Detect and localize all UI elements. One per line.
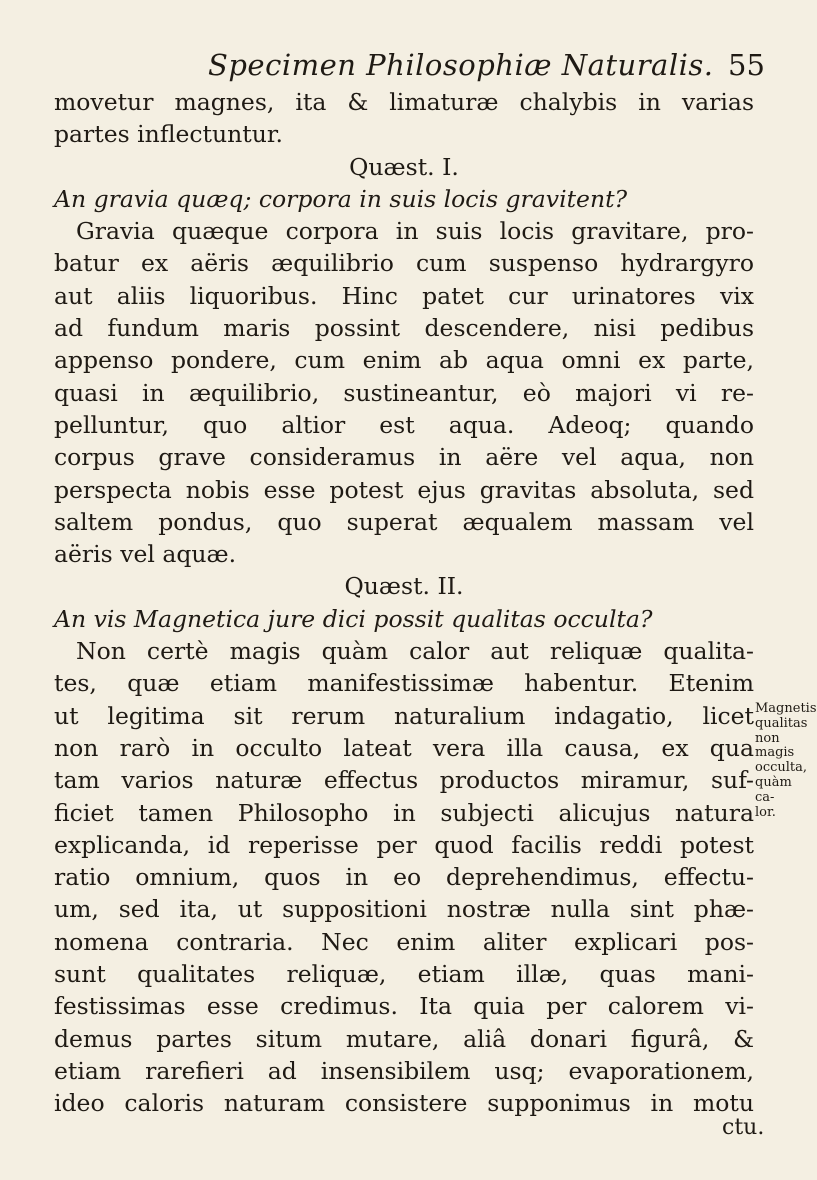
text-line: movetur magnes, ita & limaturæ chalybis in varias <box>54 88 754 116</box>
text-line: saltem pondus, quo superat æqualem massam vel <box>54 507 754 536</box>
text-line: partes inflectuntur. <box>54 120 283 149</box>
text-line: sunt qualitates reliquæ, etiam illæ, quas mani- <box>54 960 754 989</box>
text-line: corpus grave consideramus in aëre vel aqua, non <box>54 443 754 472</box>
text-line: aëris vel aquæ. <box>54 540 237 569</box>
text-line: tam varios naturæ effectus productos miramur, suf- <box>54 766 754 795</box>
margin-note-line: qualitas <box>755 715 808 731</box>
text-line: festissimas esse credimus. Ita quia per calorem vi- <box>54 992 754 1021</box>
text-line: batur ex aëris æquilibrio cum suspenso hydrargyro <box>54 249 754 278</box>
text-line: explicanda, id reperisse per quod facilis reddi potest <box>54 830 754 859</box>
running-title: Specimen Philosophiæ Naturalis. <box>208 48 714 82</box>
text-line: um, sed ita, ut suppositioni nostræ nulla sint phæ- <box>54 895 754 924</box>
margin-note-line: Magnetis <box>755 701 817 716</box>
text-line: ad fundum maris possint descendere, nisi pedibus <box>54 314 754 343</box>
question-title: An gravia quæq; corpora in suis locis gravitent? <box>54 184 628 213</box>
text-line: ut legitima sit rerum naturalium indagatio, licet <box>54 701 754 730</box>
text-line: perspecta nobis esse potest ejus gravitas absoluta, sed <box>54 475 754 504</box>
text-line: etiam rarefieri ad insensibilem usq; evaporationem, <box>54 1056 754 1085</box>
margin-note-line: lor. <box>755 804 776 820</box>
page-number: 55 <box>728 48 765 82</box>
text-line: Gravia quæque corpora in suis locis gravitare, pro- <box>76 217 754 246</box>
question-title: An vis Magnetica jure dici possit qualitas occulta? <box>54 604 653 633</box>
running-header <box>0 44 800 90</box>
text-line: tes, quæ etiam manifestissimæ habentur. Etenim <box>54 669 754 698</box>
margin-note-line: occulta, <box>755 760 808 776</box>
text-line: non rarò in occulto lateat vera illa causa, ex qua <box>54 733 754 762</box>
text-line: appenso pondere, cum enim ab aqua omni ex parte, <box>54 346 754 375</box>
text-line: pelluntur, quo altior est aqua. Adeoq; quando <box>54 410 754 439</box>
margin-note-line: non magis <box>755 730 795 761</box>
text-line: ratio omnium, quos in eo deprehendimus, effectu- <box>54 863 754 892</box>
text-line: demus partes situm mutare, aliâ donari figurâ, & <box>54 1024 754 1053</box>
catchword: ctu. <box>722 1115 765 1140</box>
text-line: nomena contraria. Nec enim aliter explicari pos- <box>54 927 754 956</box>
text-line: Non certè magis quàm calor aut reliquæ qualita- <box>76 637 754 666</box>
margin-note <box>755 701 817 820</box>
question-heading: Quæst. I. <box>349 152 459 181</box>
text-line: quasi in æquilibrio, sustineantur, eò majori vi re- <box>54 378 754 407</box>
text-line: ideo caloris naturam consistere supponimus in motu <box>54 1089 754 1118</box>
text-line: ficiet tamen Philosopho in subjecti alicujus natura <box>54 798 754 827</box>
body-text <box>54 86 754 1120</box>
margin-note-line: quàm ca- <box>755 774 792 805</box>
question-heading: Quæst. II. <box>344 572 464 601</box>
text-line: aut aliis liquoribus. Hinc patet cur urinatores vix <box>54 281 754 310</box>
